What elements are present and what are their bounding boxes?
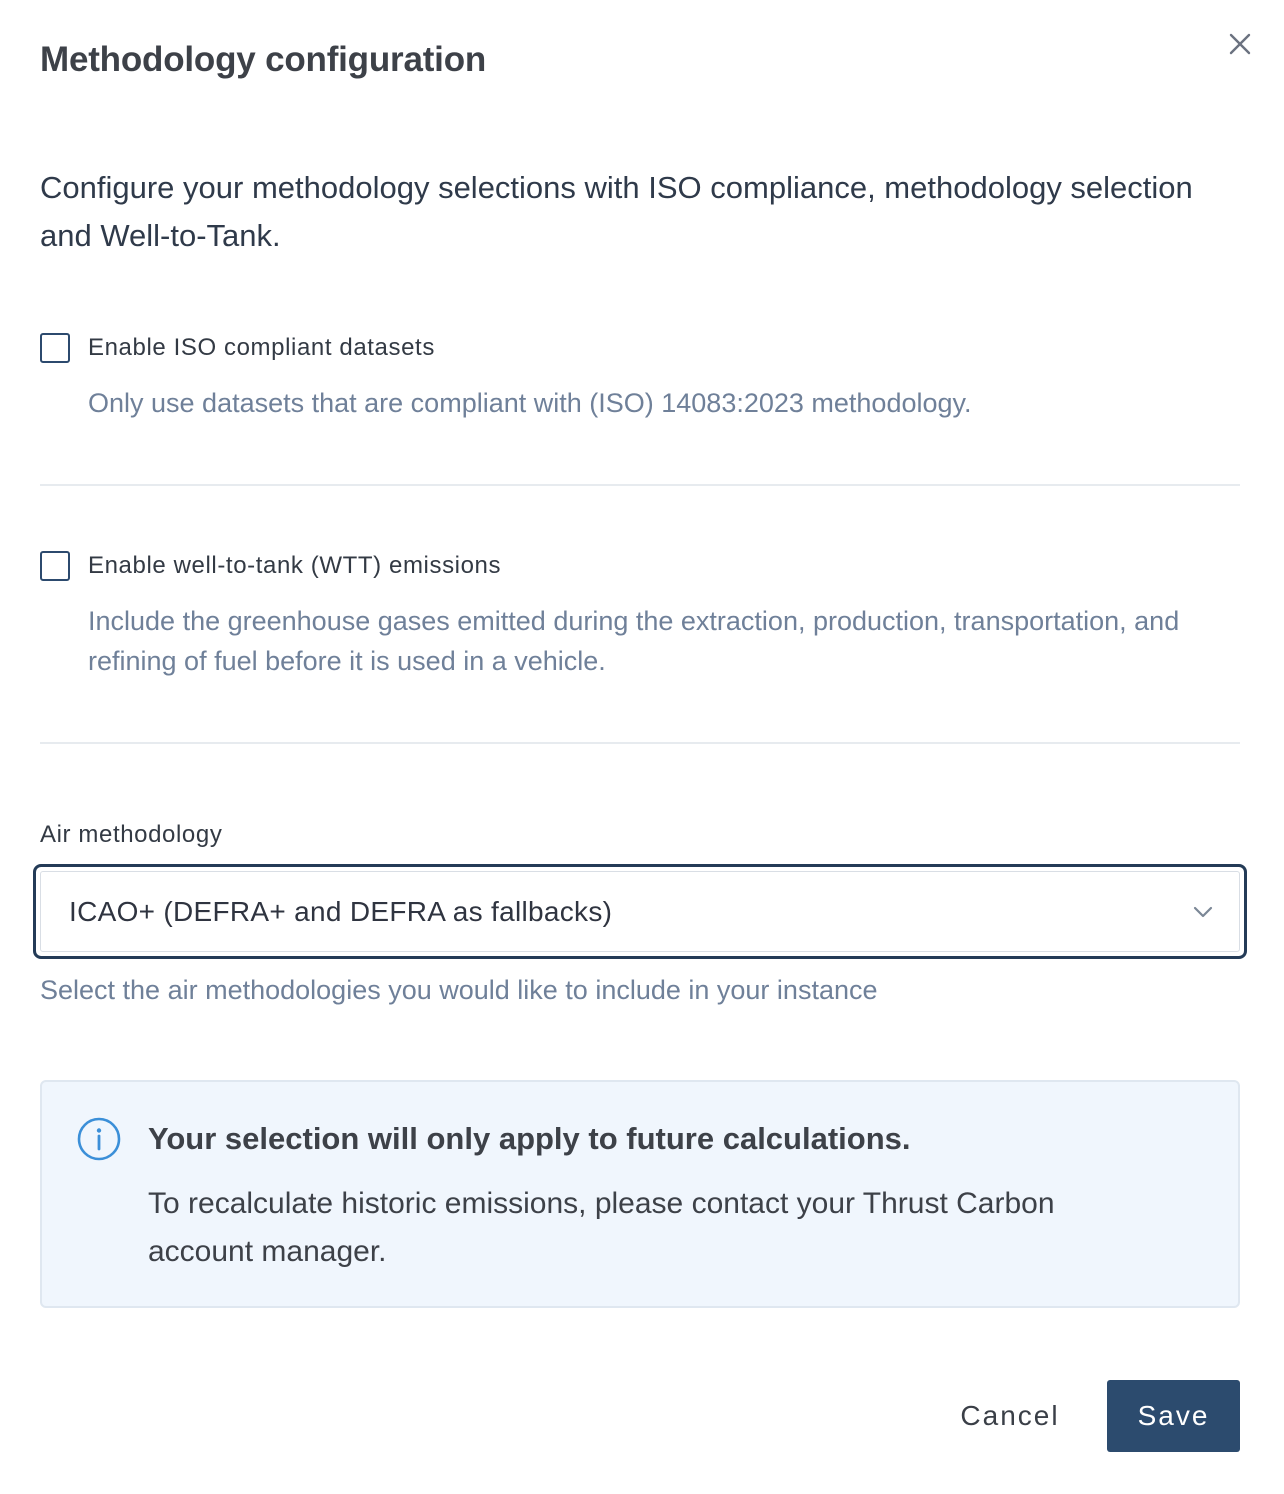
notice-body: To recalculate historic emissions, please contact your Thrust Carbon account manager.: [148, 1187, 1055, 1268]
air-methodology-label: Air methodology: [40, 821, 223, 848]
info-notice: [40, 1080, 1240, 1308]
cancel-button[interactable]: Cancel: [940, 1380, 1080, 1452]
iso-checkbox[interactable]: [40, 333, 70, 363]
air-methodology-help: Select the air methodologies you would like to include in your instance: [40, 975, 878, 1005]
wtt-description: Include the greenhouse gases emitted during the extraction, production, transportation, and refining of fuel before it is used in a vehicle.: [88, 606, 1180, 676]
wtt-checkbox[interactable]: [40, 551, 70, 581]
save-button[interactable]: Save: [1107, 1380, 1240, 1452]
close-button[interactable]: [1222, 26, 1258, 62]
info-icon: [76, 1116, 122, 1162]
iso-description: Only use datasets that are compliant with (ISO) 14083:2023 methodology.: [88, 388, 972, 418]
iso-checkbox-label[interactable]: Enable ISO compliant datasets: [88, 334, 435, 361]
dialog-intro: Configure your methodology selections with ISO compliance, methodology selection and Well-to-Tank.: [40, 170, 1193, 253]
dialog-title: Methodology configuration: [40, 40, 487, 79]
notice-title: Your selection will only apply to future calculations.: [148, 1121, 911, 1156]
wtt-checkbox-label[interactable]: Enable well-to-tank (WTT) emissions: [88, 552, 502, 579]
select-field[interactable]: [40, 871, 1240, 952]
divider: [40, 484, 1240, 486]
select-value: ICAO+ (DEFRA+ and DEFRA as fallbacks): [69, 896, 613, 927]
close-icon: [1222, 26, 1258, 62]
chevron-down-icon[interactable]: [1191, 900, 1215, 924]
divider: [40, 742, 1240, 744]
air-methodology-select[interactable]: [33, 864, 1247, 959]
